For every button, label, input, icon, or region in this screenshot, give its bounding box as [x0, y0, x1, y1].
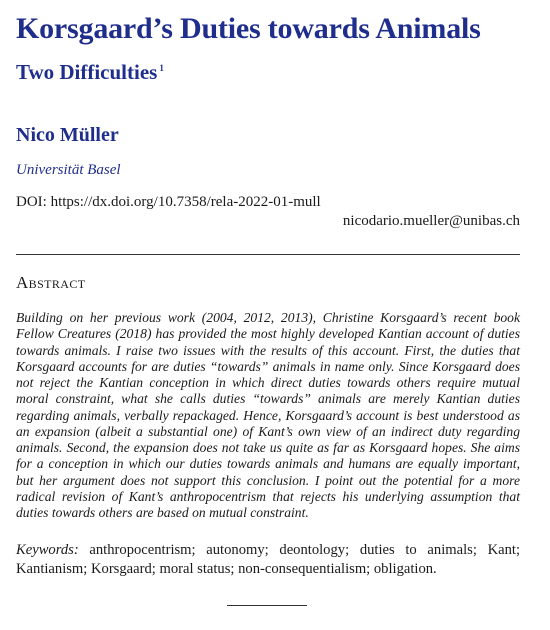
keywords-section	[16, 541, 520, 579]
footnote-marker[interactable]: 1	[159, 63, 164, 73]
doi-link[interactable]: https://dx.doi.org/10.7358/rela-2022-01-mull	[50, 194, 321, 210]
keywords-list: anthropocentrism; autonomy; deontology; duties to animals; Kant; Kantianism; Korsgaard; moral status; non-consequentialism; obligation.	[16, 542, 520, 577]
doi-line: DOI: https://dx.doi.org/10.7358/rela-2022-01-mull	[16, 194, 321, 210]
header-divider	[16, 254, 520, 255]
doi-label: DOI	[16, 194, 43, 210]
abstract-body: Building on her previous work (2004, 2012, 2013), Christine Korsgaard’s recent book Fellow Creatures (2018) has provided the most highly developed Kantian account of duties towards animals. I raise two issues with the results of this account. First, the duties that Korsgaard accounts for are duties “towards” animals in name only. Since Korsgaard does not reject the Kantian conception in which direct duties towards others require mutual moral constraint, what she calls duties “towards” animals are merely Kantian duties regarding animals, verbally repackaged. Hence, Korsgaard’s account is best understood as an expansion (albeit a substantial one) of Kant’s own view of an indirect duty regarding animals. Second, the expansion does not take us quite as far as Korsgaard hopes. She aims for a conception in which our duties towards animals and humans are equally important, but her argument does not support this conclusion. I point out the potential for a more radical revision of Kant’s anthropocentrism that rejects his underlying assumption that duties towards others are based on mutual constraint.	[16, 310, 520, 520]
author-email[interactable]: nicodario.mueller@unibas.ch	[342, 213, 520, 229]
author-name: Nico Müller	[16, 124, 119, 146]
paper-subtitle-text: Two Difficulties	[16, 60, 158, 84]
paper-page	[16, 0, 520, 630]
keywords-label: Keywords:	[16, 542, 79, 558]
footer-divider	[227, 605, 307, 606]
paper-subtitle	[16, 60, 164, 85]
paper-title-text: Korsgaard’s Duties towards Animals	[16, 12, 481, 45]
abstract-heading: Abstract	[16, 273, 86, 292]
paper-title	[16, 12, 481, 46]
author-affiliation: Universität Basel	[16, 162, 121, 178]
